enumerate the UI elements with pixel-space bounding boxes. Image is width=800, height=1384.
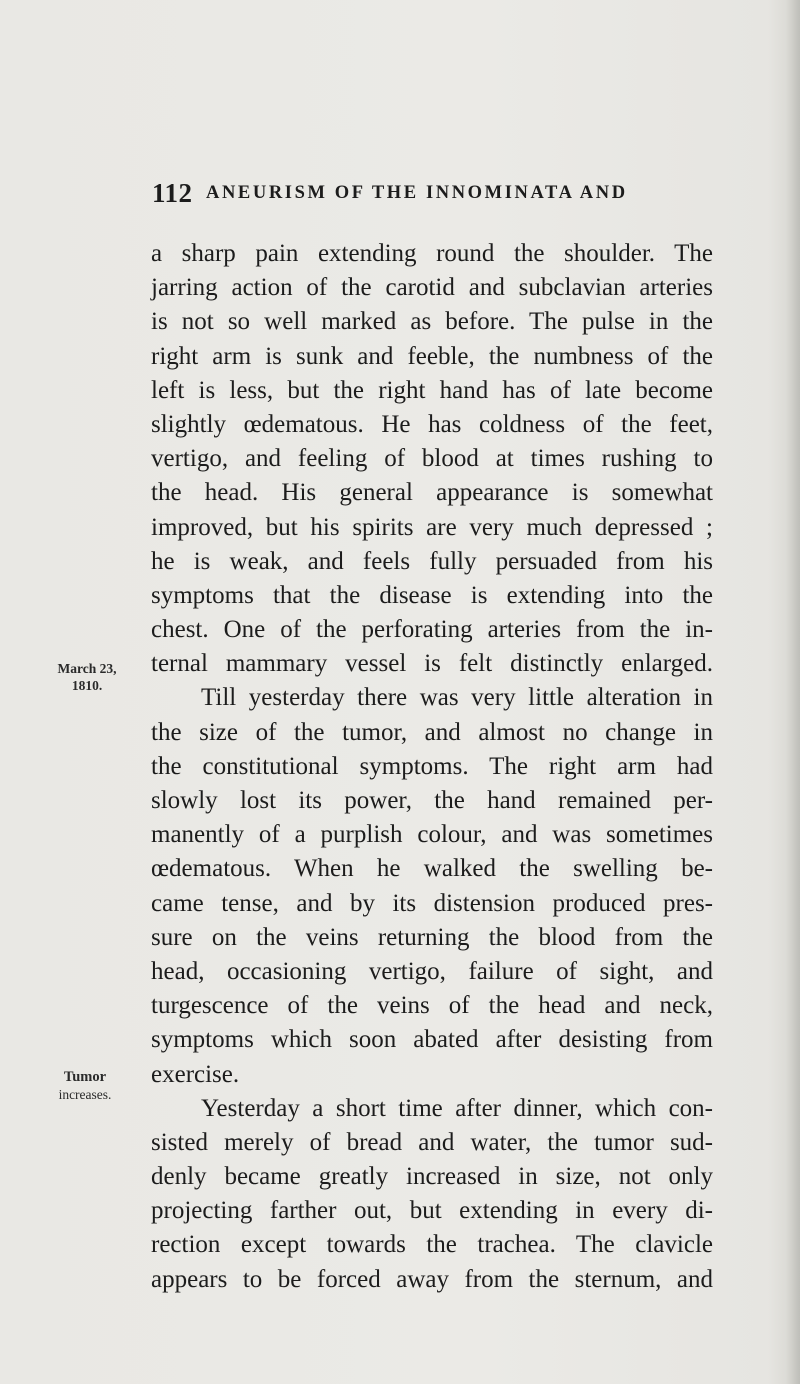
text-line: sure on the veins returning the blood from the bbox=[151, 923, 713, 951]
text-line: symptoms which soon abated after desisting from bbox=[151, 1026, 713, 1054]
text-line: exercise. bbox=[151, 1060, 240, 1088]
text-line: rection except towards the trachea. The clavicle bbox=[151, 1231, 713, 1259]
text-line: improved, but his spirits are very much depressed ; bbox=[151, 513, 713, 541]
text-line: ternal mammary vessel is felt distinctly enlarged. bbox=[151, 650, 713, 678]
text-line: Yesterday a short time after dinner, which con- bbox=[201, 1094, 713, 1122]
margin-note-tumor bbox=[30, 1069, 140, 1103]
text-line: slightly œdematous. He has coldness of the feet, bbox=[151, 410, 713, 438]
text-line: vertigo, and feeling of blood at times rushing to bbox=[151, 445, 713, 473]
text-line: is not so well marked as before. The pulse in the bbox=[151, 308, 713, 336]
text-line: turgescence of the veins of the head and neck, bbox=[151, 992, 713, 1020]
text-line: projecting farther out, but extending in every di- bbox=[151, 1197, 713, 1225]
text-line: appears to be forced away from the sternum, and bbox=[151, 1265, 713, 1293]
running-head-title: ANEURISM OF THE INNOMINATA AND bbox=[206, 183, 628, 203]
text-line: head, occasioning vertigo, failure of sight, and bbox=[151, 957, 713, 985]
page-number: 112 bbox=[152, 178, 193, 208]
text-line: denly became greatly increased in size, not only bbox=[151, 1163, 713, 1191]
text-line: Till yesterday there was very little alteration in bbox=[201, 684, 713, 712]
text-line: the constitutional symptoms. The right arm had bbox=[151, 752, 713, 780]
text-line: right arm is sunk and feeble, the numbness of the bbox=[151, 342, 713, 370]
text-line: he is weak, and feels fully persuaded from his bbox=[151, 547, 713, 575]
text-line: left is less, but the right hand has of late become bbox=[151, 376, 713, 404]
margin-note-date-line1: March 23, bbox=[57, 661, 117, 676]
margin-note-tumor-line2: increases. bbox=[58, 1087, 112, 1102]
margin-note-tumor-line1: Tumor bbox=[63, 1069, 107, 1085]
text-line: the head. His general appearance is somewhat bbox=[151, 479, 713, 507]
text-line: sisted merely of bread and water, the tumor sud- bbox=[151, 1128, 713, 1156]
running-head bbox=[152, 178, 712, 218]
body-text bbox=[151, 237, 713, 1297]
text-line: œdematous. When he walked the swelling be- bbox=[151, 855, 713, 883]
margin-note-date-line2: 1810. bbox=[71, 678, 103, 693]
text-line: the size of the tumor, and almost no change in bbox=[151, 718, 713, 746]
text-line: chest. One of the perforating arteries from the in- bbox=[151, 616, 713, 644]
text-line: symptoms that the disease is extending into the bbox=[151, 581, 713, 609]
text-line: slowly lost its power, the hand remained per- bbox=[151, 787, 713, 814]
text-line: jarring action of the carotid and subclavian arteries bbox=[151, 274, 713, 302]
text-line: a sharp pain extending round the shoulder. The bbox=[151, 240, 713, 267]
text-line: came tense, and by its distension produced pres- bbox=[151, 889, 713, 917]
margin-note-date bbox=[32, 660, 142, 694]
text-line: manently of a purplish colour, and was sometimes bbox=[151, 821, 713, 849]
page-edge-shadow bbox=[786, 0, 800, 1384]
